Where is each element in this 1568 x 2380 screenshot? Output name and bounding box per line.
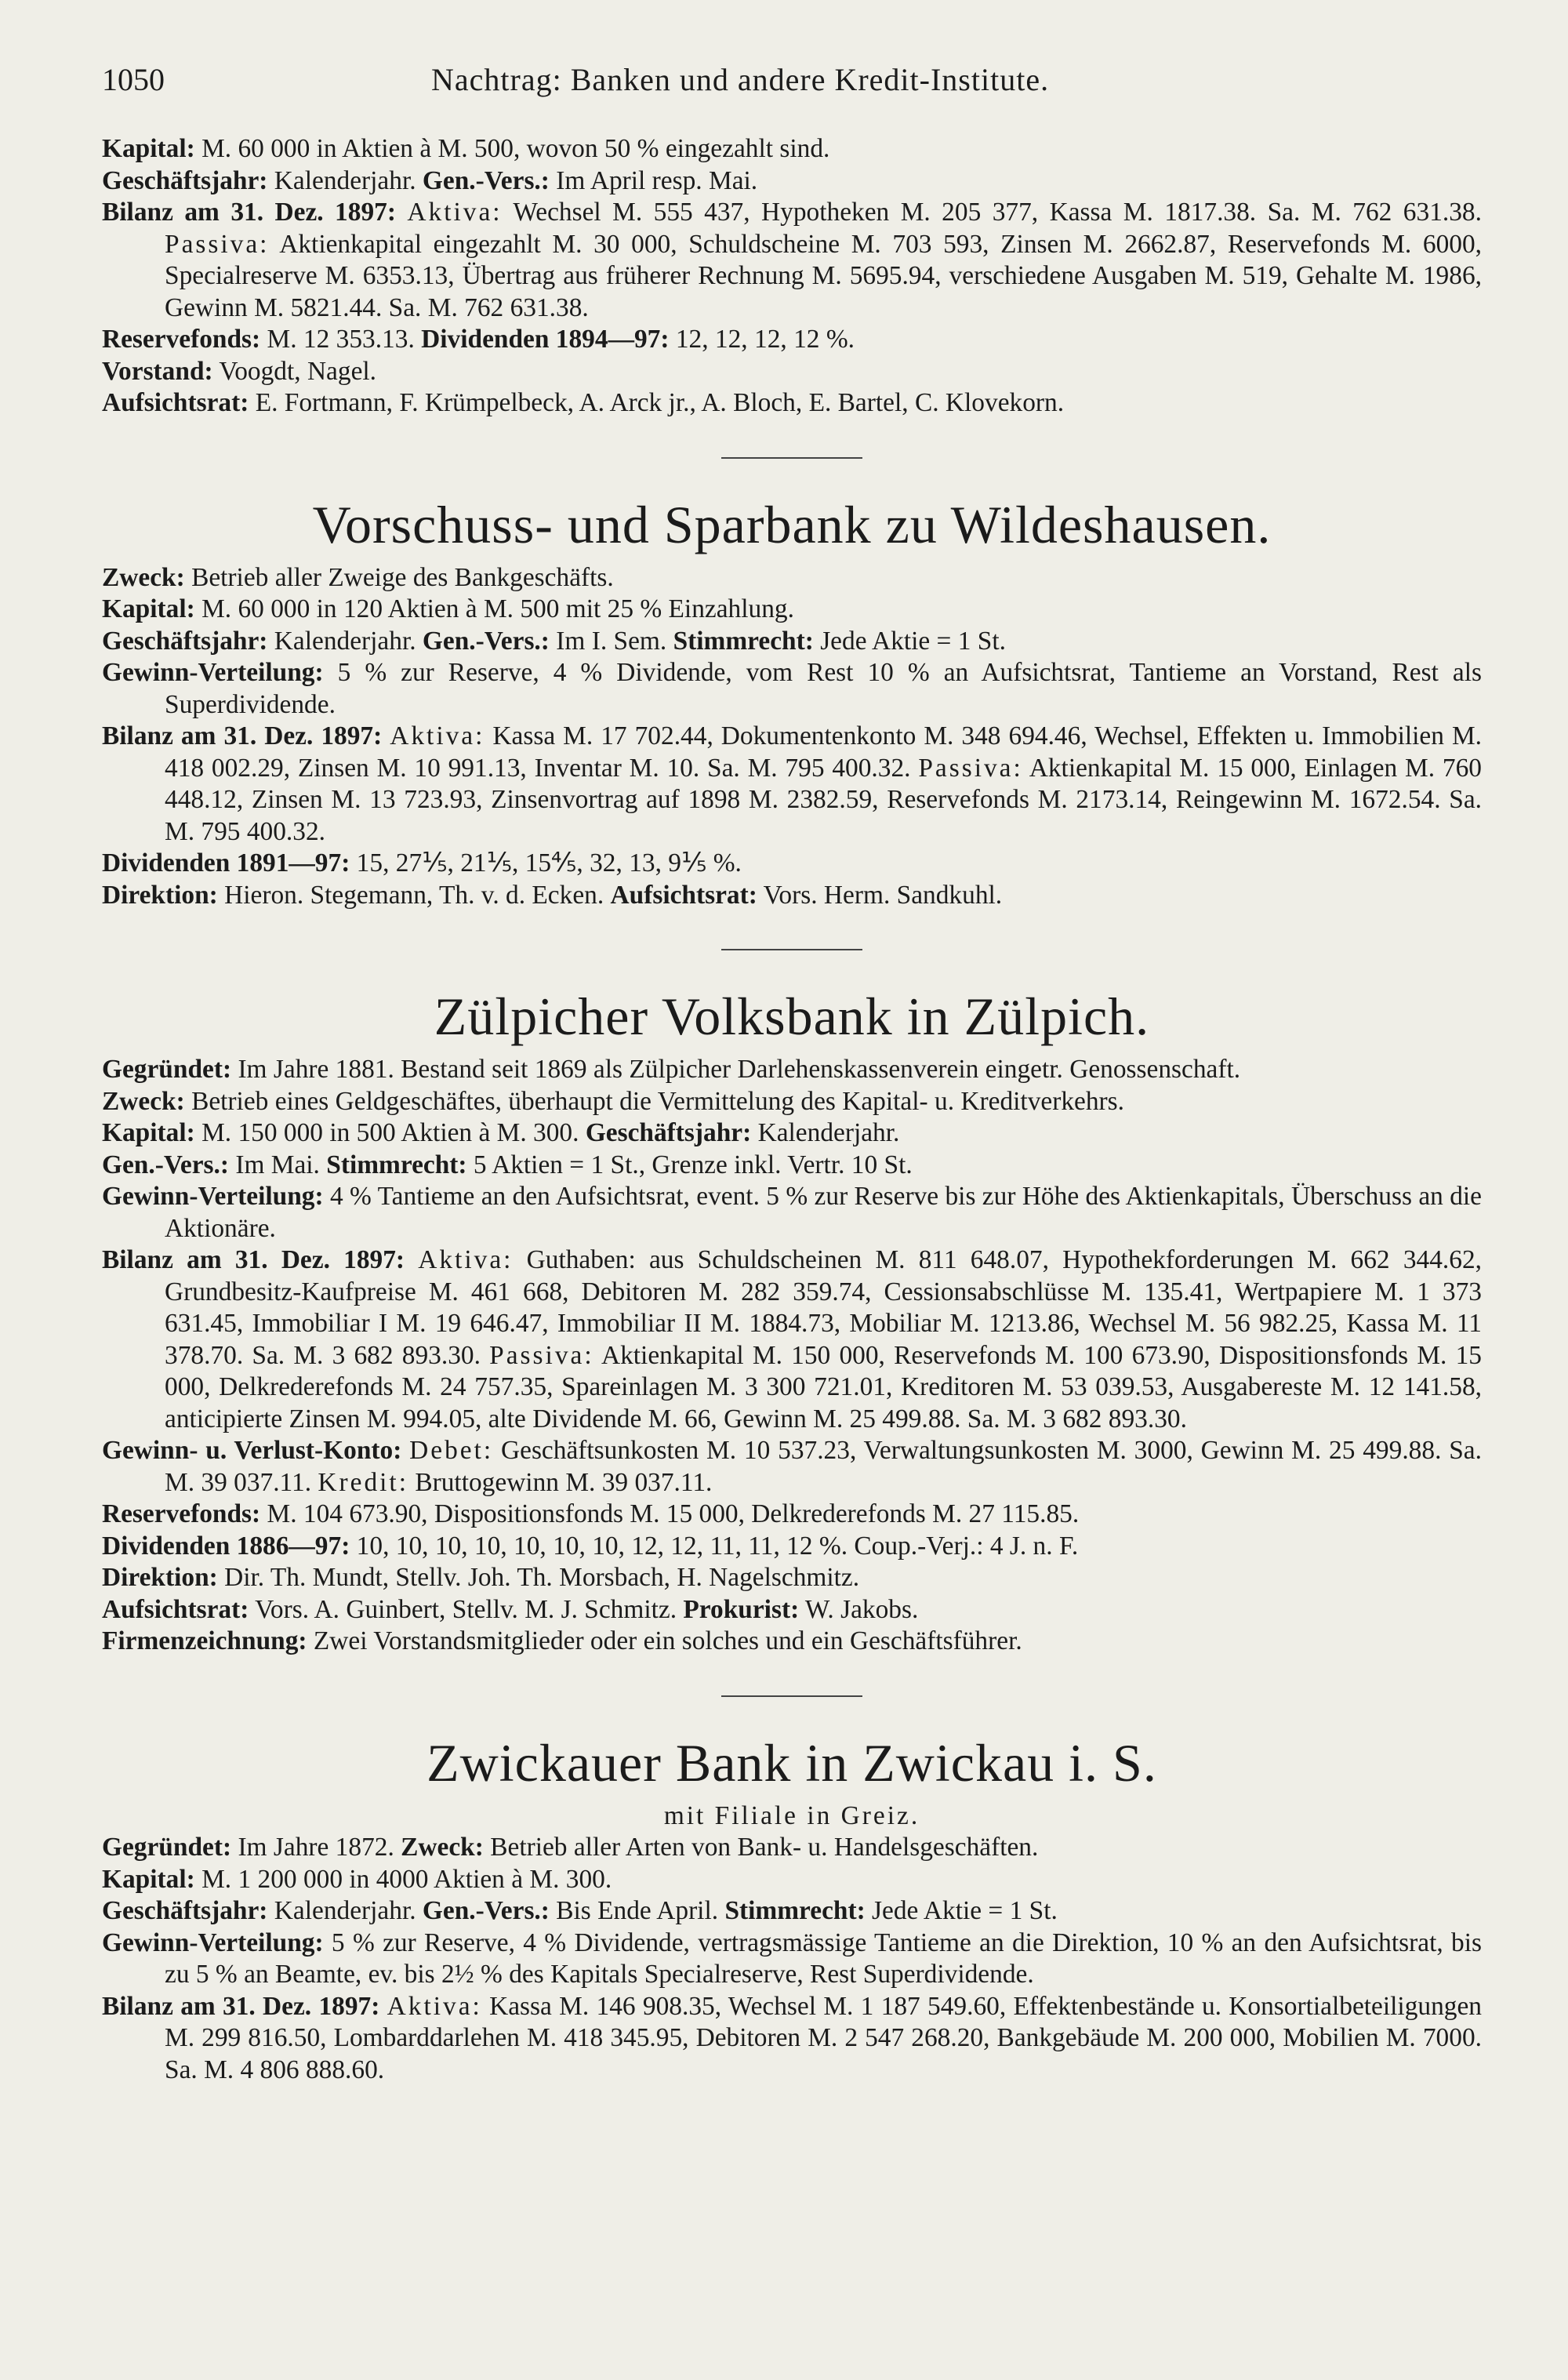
field-text: Jede Aktie = 1 St. [813, 626, 1006, 656]
entry-paragraph [102, 626, 1482, 658]
field-label: Stimmrecht: [326, 1150, 467, 1179]
bank-title: Zülpicher Volksbank in Zülpich. [434, 987, 1150, 1046]
field-text: Vors. Herm. Sandkuhl. [757, 880, 1003, 910]
field-text: Wechsel M. 555 437, Hypotheken M. 205 377, Kassa M. 1817.38. Sa. M. 762 631.38. [502, 198, 1482, 227]
entry-paragraph [102, 356, 1482, 388]
field-label: Dividenden 1891—97: [102, 848, 350, 878]
entry-paragraph [102, 1499, 1482, 1531]
document-body [102, 133, 1482, 2086]
field-text [382, 721, 390, 750]
field-text: Jede Aktie = 1 St. [865, 1896, 1058, 1925]
field-label: Geschäftsjahr: [585, 1118, 752, 1147]
field-label: Gewinn-Verteilung: [102, 1928, 324, 1957]
field-label: Vorstand: [102, 356, 213, 386]
spaced-label: Aktiva: [387, 1991, 482, 2021]
field-label: Geschäftsjahr: [102, 1896, 268, 1925]
field-text: Im I. Sem. [549, 626, 673, 656]
entry-paragraph [102, 1864, 1482, 1896]
entry-paragraph [102, 1531, 1482, 1563]
entry-paragraph [102, 562, 1482, 594]
running-title: Nachtrag: Banken und andere Kredit-Institute. [431, 62, 1050, 97]
entry-paragraph [102, 1991, 1482, 2087]
field-text [379, 1992, 387, 2021]
spaced-label: Kredit: [318, 1467, 408, 1497]
field-text: Im Jahre 1872. [231, 1833, 401, 1862]
spaced-label: Debet: [409, 1436, 494, 1465]
entry-paragraph [102, 1054, 1482, 1086]
entry-paragraph [102, 880, 1482, 912]
field-text: Aktienkapital M. 15 000, Einlagen M. 760 448.12, Zinsen M. 13 723.93, Zinsenvortrag auf 1898 M. 2382.59, Reservefonds M. 2173.14, Reingewinn M. 1672.54. Sa. M. 795 400.32. [165, 753, 1482, 846]
field-label: Gegründet: [102, 1833, 232, 1862]
entry-paragraph [102, 1832, 1482, 1864]
field-text: 15, 27⅕, 21⅕, 15⅘, 32, 13, 9⅕ %. [350, 848, 742, 878]
field-text: M. 104 673.90, Dispositionsfonds M. 15 000, Delkrederefonds M. 27 115.85. [260, 1499, 1080, 1528]
field-text: Voogdt, Nagel. [212, 356, 377, 386]
field-label: Aufsichtsrat: [610, 880, 757, 910]
spaced-label: Aktiva: [390, 721, 485, 750]
bank-entry [102, 985, 1482, 1658]
entry-paragraph [102, 1181, 1482, 1245]
field-label: Zweck: [102, 1086, 185, 1116]
field-label: Gen.-Vers.: [102, 1150, 229, 1179]
field-label: Aufsichtsrat: [102, 388, 249, 417]
entry-paragraph [102, 324, 1482, 356]
field-label: Kapital: [102, 134, 195, 163]
field-text: Bis Ende April. [549, 1896, 725, 1925]
section-divider [721, 949, 862, 950]
field-label: Gewinn- u. Verlust-Konto: [102, 1436, 402, 1465]
field-text: Guthaben: aus Schuldscheinen M. 811 648.07, Hypothekforderungen M. 662 344.62, Grundbesitz-Kaufpreise M. 461 668, Debitoren M. 282 359.74, Cessionsabschlüsse M. 135.41, Wertpapiere M. 1 373 631.45, Immobiliar I M. 19 646.47, Immobiliar II M. 1884.73, Mobiliar M. 1213.86, Wechsel M. 56 982.25, Kassa M. 11 378.70. Sa. M. 3 682 893.30. [165, 1245, 1482, 1370]
field-text: Kalenderjahr. [267, 165, 423, 195]
field-label: Bilanz am 31. Dez. 1897: [102, 1991, 380, 2021]
page-number: 1050 [102, 62, 165, 97]
field-label: Gen.-Vers.: [422, 626, 550, 656]
field-label: Gewinn-Verteilung: [102, 1182, 324, 1211]
field-text: Dir. Th. Mundt, Stellv. Joh. Th. Morsbach, H. Nagelschmitz. [217, 1563, 860, 1592]
field-text: Betrieb aller Zweige des Bankgeschäfts. [184, 562, 614, 592]
entry-paragraph [102, 1626, 1482, 1658]
field-text: 4 % Tantieme an den Aufsichtsrat, event. 5 % zur Reserve bis zur Höhe des Aktienkapitals, Überschuss an die Aktionäre. [165, 1182, 1482, 1243]
entry-paragraph [102, 1435, 1482, 1499]
field-text: Betrieb aller Arten von Bank- u. Handelsgeschäften. [483, 1833, 1039, 1862]
field-text: M. 150 000 in 500 Aktien à M. 300. [194, 1118, 586, 1147]
bank-title: Zwickauer Bank in Zwickau i. S. [426, 1732, 1157, 1793]
field-text: Kalenderjahr. [267, 626, 423, 656]
entry-paragraph [102, 1895, 1482, 1928]
field-text: Aktienkapital eingezahlt M. 30 000, Schuldscheine M. 703 593, Zinsen M. 2662.87, Reservefonds M. 6000, Specialreserve M. 6353.13, Übertrag aus früherer Rechnung M. 5695.94, verschiedene Ausgaben M. 519, Gehalte M. 1986, Gewinn M. 5821.44. Sa. M. 762 631.38. [165, 229, 1482, 322]
field-label: Zweck: [401, 1833, 484, 1862]
field-text: Kalenderjahr. [751, 1118, 900, 1147]
bank-entry [102, 1731, 1482, 2087]
field-label: Gewinn-Verteilung: [102, 658, 324, 687]
entry-paragraph [102, 387, 1482, 420]
field-text: E. Fortmann, F. Krümpelbeck, A. Arck jr., A. Bloch, E. Bartel, C. Klovekorn. [249, 388, 1065, 417]
running-head [102, 61, 1482, 100]
field-label: Bilanz am 31. Dez. 1897: [102, 1245, 405, 1274]
field-text: Im Jahre 1881. Bestand seit 1869 als Zülpicher Darlehenskassenverein eingetr. Genossenschaft. [231, 1055, 1241, 1084]
field-label: Dividenden 1886—97: [102, 1531, 350, 1561]
field-text: Kalenderjahr. [267, 1896, 423, 1925]
field-text: Zwei Vorstandsmitglieder oder ein solches und ein Geschäftsführer. [307, 1626, 1022, 1655]
field-text: 12, 12, 12, 12 %. [669, 325, 855, 354]
spaced-label: Aktiva: [407, 198, 503, 227]
field-text: M. 60 000 in Aktien à M. 500, wovon 50 % eingezahlt sind. [194, 134, 830, 163]
field-text: Aktienkapital M. 150 000, Reservefonds M. 100 673.90, Dispositionsfonds M. 15 000, Delkrederefonds M. 24 757.35, Spareinlagen M. 3 300 721.01, Kreditoren M. 53 039.53, Ausgabereste M. 12 141.58, anticipierte Zinsen M. 994.05, alte Dividende M. 66, Gewinn M. 25 499.88. Sa. M. 3 682 893.30. [165, 1340, 1482, 1433]
field-text: Kassa M. 17 702.44, Dokumentenkonto M. 348 694.46, Wechsel, Effekten u. Immobilien M. 418 002.29, Zinsen M. 10 991.13, Inventar M. 10. Sa. M. 795 400.32. [165, 721, 1482, 783]
spaced-label: Aktiva: [418, 1245, 514, 1274]
field-text: 5 % zur Reserve, 4 % Dividende, vertragsmässige Tantieme an die Direktion, 10 % an den Aufsichtsrat, bis zu 5 % an Beamte, ev. bis 2½ % des Kapitals Specialreserve, Rest Superdividende. [165, 1928, 1482, 1989]
entry-paragraph [102, 1594, 1482, 1626]
field-label: Bilanz am 31. Dez. 1897: [102, 721, 383, 750]
section-divider [721, 457, 862, 459]
field-text: Im April resp. Mai. [549, 165, 758, 195]
field-text: 10, 10, 10, 10, 10, 10, 10, 12, 12, 11, 11, 12 %. Coup.-Verj.: 4 J. n. F. [350, 1531, 1079, 1561]
bank-title: Vorschuss- und Sparbank zu Wildeshausen. [312, 494, 1272, 554]
spaced-label: Passiva: [165, 229, 270, 259]
entry-paragraph [102, 1245, 1482, 1435]
field-label: Bilanz am 31. Dez. 1897: [102, 198, 396, 227]
field-text [396, 198, 407, 227]
field-text: M. 1 200 000 in 4000 Aktien à M. 300. [194, 1864, 612, 1894]
field-label: Dividenden 1894—97: [421, 325, 670, 354]
section-divider [721, 1695, 862, 1697]
entry-paragraph [102, 133, 1482, 165]
entry-paragraph [102, 165, 1482, 198]
entry-paragraph [102, 594, 1482, 626]
bank-entry [102, 133, 1482, 420]
field-label: Stimmrecht: [724, 1896, 866, 1925]
bank-subtitle: mit Filiale in Greiz. [663, 1800, 920, 1830]
field-label: Kapital: [102, 594, 195, 623]
field-text: M. 12 353.13. [260, 325, 422, 354]
field-label: Firmenzeichnung: [102, 1626, 307, 1655]
field-text: Bruttogewinn M. 39 037.11. [408, 1467, 713, 1497]
entry-paragraph [102, 197, 1482, 324]
entry-paragraph [102, 1928, 1482, 1991]
spaced-label: Passiva: [489, 1340, 594, 1370]
field-text: 5 Aktien = 1 St., Grenze inkl. Vertr. 10 St. [466, 1150, 913, 1179]
entry-paragraph [102, 657, 1482, 721]
field-label: Geschäftsjahr: [102, 165, 268, 195]
field-text: M. 60 000 in 120 Aktien à M. 500 mit 25 % Einzahlung. [194, 594, 794, 623]
field-label: Aufsichtsrat: [102, 1594, 249, 1624]
field-text [401, 1436, 409, 1465]
entry-paragraph [102, 1117, 1482, 1150]
field-text: Hieron. Stegemann, Th. v. d. Ecken. [217, 880, 611, 910]
field-label: Prokurist: [683, 1594, 800, 1624]
entry-paragraph [102, 1086, 1482, 1118]
field-label: Geschäftsjahr: [102, 626, 268, 656]
field-label: Stimmrecht: [673, 626, 814, 656]
field-label: Reservefonds: [102, 1499, 261, 1528]
field-label: Direktion: [102, 1563, 218, 1592]
field-text: Geschäftsunkosten M. 10 537.23, Verwaltungsunkosten M. 3000, Gewinn M. 25 499.88. Sa. M. 39 037.11. [165, 1436, 1482, 1497]
entry-paragraph [102, 1562, 1482, 1594]
entry-paragraph [102, 1150, 1482, 1182]
field-label: Kapital: [102, 1864, 195, 1894]
field-text: Betrieb eines Geldgeschäftes, überhaupt die Vermittelung des Kapital- u. Kreditverkehrs. [184, 1086, 1124, 1116]
field-text: W. Jakobs. [799, 1594, 919, 1624]
field-label: Kapital: [102, 1118, 195, 1147]
field-label: Gen.-Vers.: [422, 165, 550, 195]
bank-entry [102, 493, 1482, 912]
field-label: Reservefonds: [102, 325, 261, 354]
field-label: Direktion: [102, 880, 218, 910]
field-text: Vors. A. Guinbert, Stellv. M. J. Schmitz. [249, 1594, 684, 1624]
field-label: Gen.-Vers.: [422, 1896, 550, 1925]
field-text: Kassa M. 146 908.35, Wechsel M. 1 187 549.60, Effektenbestände u. Konsortialbeteiligungen M. 299 816.50, Lombarddarlehen M. 418 345.95, Debitoren M. 2 547 268.20, Bankgebäude M. 200 000, Mobilien M. 7000. Sa. M. 4 806 888.60. [165, 1991, 1482, 2084]
entry-paragraph [102, 848, 1482, 880]
spaced-label: Passiva: [918, 753, 1023, 783]
field-label: Gegründet: [102, 1055, 232, 1084]
field-text [405, 1245, 418, 1274]
field-text: Im Mai. [228, 1150, 327, 1179]
entry-paragraph [102, 721, 1482, 848]
field-label: Zweck: [102, 562, 185, 592]
field-text: 5 % zur Reserve, 4 % Dividende, vom Rest 10 % an Aufsichtsrat, Tantieme an Vorstand, Rest als Superdividende. [165, 658, 1482, 719]
